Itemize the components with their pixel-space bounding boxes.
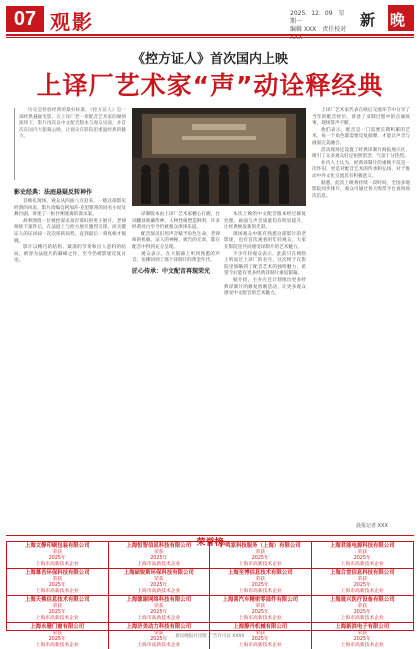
honor-year: 2025年 (48, 637, 66, 642)
svg-text:晚: 晚 (390, 11, 406, 29)
honor-award: 荣获 (357, 604, 368, 609)
honor-tag: 上海市高新技术企业 (238, 643, 282, 648)
honor-tag: 上海市高新技术企业 (238, 562, 282, 567)
subhead-heritage: 匠心传承：中文配音再现荣光 (132, 267, 211, 275)
svg-text:新: 新 (360, 11, 376, 29)
byline: 晨报记者 XXX (356, 523, 388, 529)
article-intro (14, 108, 126, 180)
honor-award: 荣获 (255, 631, 266, 636)
article-column-3 (224, 212, 306, 528)
honor-cell (210, 596, 312, 623)
article-column-4 (312, 108, 410, 528)
honor-tag: 上海市高新技术企业 (238, 589, 282, 594)
article-column-1 (14, 186, 126, 528)
footer: 新民晚报社出版 广告许可证 XXXX (175, 634, 245, 639)
honor-year: 2025年 (251, 637, 269, 642)
theater-photo (132, 108, 306, 206)
honor-company: 上海新滨电子有限公司 (335, 624, 390, 630)
article-headline: 上译厂艺术家“声”动诠释经典 (36, 71, 384, 100)
honor-year: 2025年 (48, 556, 66, 561)
honor-year: 2025年 (353, 637, 371, 642)
date-line-2: 编辑 XXX 责任校对 (290, 26, 347, 33)
honor-company: 上海德谢网络科技有限公司 (126, 597, 192, 603)
honor-tag: 上海市高新技术企业 (137, 643, 181, 648)
paragraph: 不少年轻观众表示，此前只在网络上听说过上译厂的名号，这次终于在影院里领略到了配音艺术的独特魅力，希望今后能有更多经典译制片重返银幕。 (224, 251, 306, 277)
paragraph: 本次上映的中文配音版本经过修复处理，画面与声音质量均有明显提升，让经典焕发新的光彩。 (224, 212, 306, 231)
honor-year: 2025年 (251, 583, 269, 588)
article-kicker: 《控方证人》首次国内上映 (131, 52, 288, 67)
honor-award: 荣获 (357, 550, 368, 555)
honor-award: 荣获 (52, 577, 63, 582)
honor-year: 2025年 (251, 610, 269, 615)
honor-company: 沪鸣家科技服务（上海）有限公司 (219, 543, 301, 549)
honor-year: 2025年 (353, 556, 371, 561)
honor-tag: 上海市高新技术企业 (340, 589, 384, 594)
masthead (0, 0, 420, 36)
honor-company: 上海慕吾环保科技有限公司 (24, 570, 90, 576)
honor-award: 荣获 (52, 550, 63, 555)
paragraph: 据悉，此次上映将持续一段时间，全国多地影院同步排片，观众可通过各大购票平台查询场次信息。 (312, 180, 410, 199)
honor-cell (7, 596, 109, 623)
honor-award: 荣获 (255, 550, 266, 555)
honor-company: 上海合堂信息科技有限公司 (329, 570, 395, 576)
honor-tag: 上海市高新技术企业 (340, 562, 384, 567)
newspaper-logo (358, 3, 416, 33)
honor-tag: 上海市高新技术企业 (340, 616, 384, 621)
honor-cell (210, 569, 312, 596)
honor-company: 上海硕锐斯环保科技有限公司 (123, 570, 194, 576)
honor-tag: 上海市高新技术企业 (137, 589, 181, 594)
honor-year: 2025年 (48, 583, 66, 588)
honor-company: 上海天佛信息技术有限公司 (24, 597, 90, 603)
honor-cell (109, 569, 211, 596)
honor-year: 2025年 (353, 583, 371, 588)
honor-award: 荣获 (52, 631, 63, 636)
paragraph: 据介绍，主办方还计划推出更多经典译制片的修复放映活动，让更多观众感受中文配音的艺术魅力。 (224, 277, 306, 297)
honor-year: 2025年 (150, 556, 168, 561)
paragraph: 配音演员们用声音赋予角色生命，老律师的机敏、证人的神秘、被告的无辜，都在配音中得到充分呈现。 (132, 231, 220, 250)
honor-cell (210, 542, 312, 569)
honor-cell (109, 542, 211, 569)
subhead-classic: 影史经典：法庭悬疑反转神作 (14, 189, 93, 196)
honor-award: 荣获 (255, 604, 266, 609)
paragraph: 故事围绕一位被控谋杀富有寡妇的男子展开，老律师接下案件后，在法庭上与控方展开激烈交锋，而关键证人的证词却一次次扭转局势，直到最后一刻真相才揭晓。 (14, 218, 126, 244)
honor-cell (312, 542, 414, 569)
honor-award: 荣获 (153, 550, 164, 555)
honor-company: 上海晟兴医疗设备有限公司 (329, 597, 395, 603)
honor-year: 2025年 (150, 583, 168, 588)
paragraph: 上译厂艺术家代表在映后交流环节中分享了当年的配音经历，讲述了录制过程中的点滴故事，现场掌声不断。 (312, 108, 410, 127)
header-rule (6, 34, 414, 36)
honor-year: 2025年 (150, 637, 168, 642)
honor-company: 上海恒智信息科技有限公司 (126, 543, 192, 549)
honor-award: 荣获 (153, 631, 164, 636)
article-column-2 (132, 212, 220, 528)
honor-year: 2025年 (150, 610, 168, 615)
honor-tag: 上海市高新技术企业 (137, 616, 181, 621)
honor-cell (312, 596, 414, 623)
header-rule-thin (6, 37, 414, 38)
date-line-1: 2025．12．09 星期一 (290, 10, 345, 25)
section-title: 观影 (50, 10, 94, 34)
honor-award: 荣获 (357, 631, 368, 636)
paragraph: 译制版本由上译厂艺术家精心打磨，台词翻译准确传神，人物性格塑造鲜明，许多经典对白至今仍被观众津津乐道。 (132, 212, 220, 231)
honor-company: 上海文静印刷包装有限公司 (24, 543, 90, 549)
honor-award: 荣获 (153, 577, 164, 582)
honor-tag: 上海市高新技术企业 (238, 616, 282, 621)
honor-cell (7, 569, 109, 596)
honor-tag: 上海市高新技术企业 (137, 562, 181, 567)
paragraph: 他们表示，配音是一门需要长期积累的艺术，每一个角色都需要反复揣摩，才能让声音与画面完美融合。 (312, 127, 410, 146)
paragraph: 观众表示，在大银幕上听到熟悉的声音，仿佛回到了那个译制片的黄金年代。 (132, 251, 220, 264)
honor-company: 上海至博信息技术有限公司 (227, 570, 293, 576)
honor-company: 上海济美动力科技有限公司 (126, 624, 192, 630)
paragraph: 现场观众中既有熟悉这部影片的老影迷，也有首次观看的年轻观众，大家在影院里共同感受译制片的艺术魅力。 (224, 231, 306, 250)
honor-title-text: 荣誉榜 (190, 538, 229, 548)
paragraph: 影片以精巧的结构、紧凑的节奏和出人意料的结局，被誉为法庭片的巅峰之作，至今仍被影迷反复讨论。 (14, 245, 126, 264)
honor-cell (312, 569, 414, 596)
honor-company: 上海君能电源科技有限公司 (329, 543, 395, 549)
honor-award: 荣获 (255, 577, 266, 582)
honor-award: 荣获 (52, 604, 63, 609)
paragraph: 活动现场还设置了经典译制片海报展示区，吸引了众多观众驻足拍照留念，气氛十分热烈。 (312, 147, 410, 160)
honor-year: 2025年 (48, 610, 66, 615)
honor-award: 荣获 (357, 577, 368, 582)
paragraph: 首映礼现场，观众从四面八方赶来，一睹这部影史经典的风采。影片改编自阿加莎·克里斯蒂的同名小说及舞台剧，讲述了一桩扑朔迷离的谋杀案。 (14, 199, 126, 218)
honor-year: 2025年 (353, 610, 371, 615)
intro-text: 历史是检验经典的最好标准。《控方证人》是一部经典悬疑电影，在上译厂老一辈配音艺术家的倾情演绎下，影片再次以中文配音版本与观众见面，并首次在国内大银幕公映，让观众在影院里重温经典的魅力。 (19, 108, 126, 140)
honor-cell (109, 596, 211, 623)
honor-company: 上海静丹机械有限公司 (233, 624, 288, 630)
honor-year: 2025年 (251, 556, 269, 561)
honor-tag: 上海市高新技术企业 (35, 562, 79, 567)
honor-tag: 上海市高新技术企业 (340, 643, 384, 648)
article-photo (132, 108, 306, 206)
honor-cell (7, 542, 109, 569)
honor-company: 上海喜汽车精密零部件有限公司 (222, 597, 298, 603)
honor-award: 荣获 (153, 604, 164, 609)
paragraph: 业内人士认为，经典译制片的重映不仅是一次怀旧，更是对配音艺术的传承和弘扬，对于推动中外文化交流具有积极意义。 (312, 160, 410, 179)
honor-tag: 上海市高新技术企业 (35, 589, 79, 594)
page-number: 07 (6, 6, 44, 32)
honor-tag: 上海市高新技术企业 (35, 643, 79, 648)
honor-company: 上海永珊门窗有限公司 (30, 624, 85, 630)
honor-tag: 上海市高新技术企业 (35, 616, 79, 621)
